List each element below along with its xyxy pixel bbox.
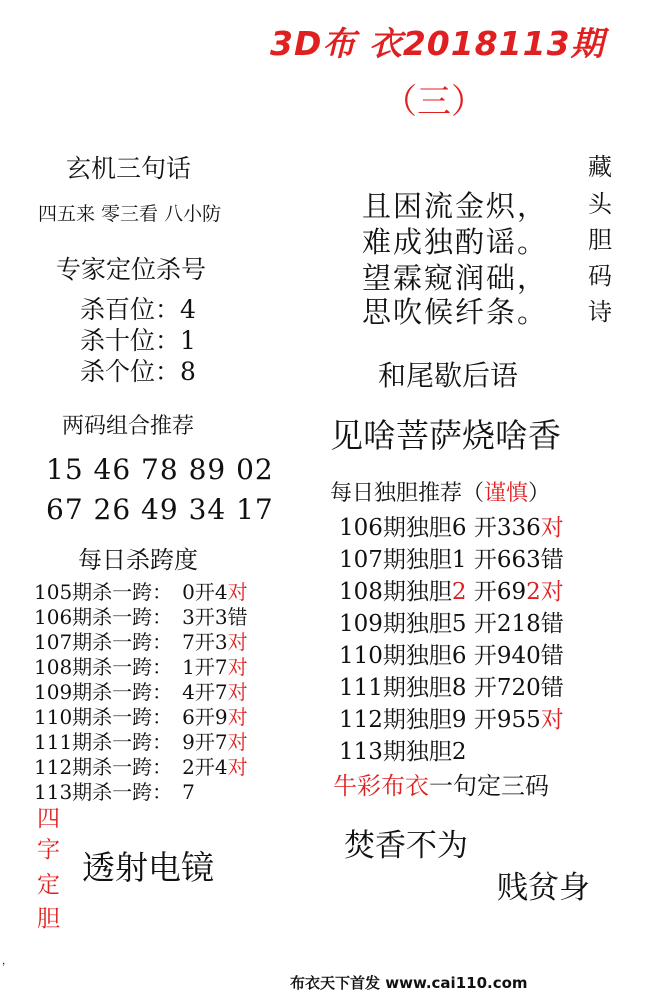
acrostic-label-char: 藏 — [588, 153, 612, 181]
tail-riddle-text: 见啥菩萨烧啥香 — [330, 416, 561, 455]
span-text: 113期杀一跨： 7 — [34, 780, 195, 804]
kill-value: 4 — [180, 295, 196, 324]
single-draw: 开955 — [466, 707, 541, 733]
heading-span-kill: 每日杀跨度 — [78, 546, 198, 574]
single-digit: 5 — [451, 611, 467, 637]
span-result: 对 — [227, 580, 248, 604]
single-draw: 开69 — [466, 579, 527, 605]
kill-label: 杀百位： — [80, 295, 181, 324]
single-draw: 开940 — [466, 643, 541, 669]
acrostic-label-char: 码 — [588, 262, 612, 290]
span-text: 109期杀一跨： 4开7 — [34, 680, 228, 704]
span-result: 对 — [227, 705, 248, 729]
caution-text: 谨慎 — [484, 481, 529, 506]
single-result: 错 — [540, 675, 564, 701]
single-digit: 2 — [451, 579, 467, 605]
single-draw: 开720 — [466, 675, 541, 701]
single-issue: 109期独胆 — [339, 611, 452, 637]
final-line-1: 焚香不为 — [344, 828, 468, 864]
kill-value: 1 — [180, 326, 196, 355]
kill-label: 杀十位： — [80, 326, 181, 355]
single-result: 对 — [540, 707, 564, 733]
span-text: 111期杀一跨： 9开7 — [34, 730, 228, 754]
acrostic-label-char: 胆 — [588, 226, 612, 254]
page-title: 3D布 衣2018113期 — [270, 24, 605, 63]
span-text: 107期杀一跨： 7开3 — [34, 630, 228, 654]
slogan-brand: 牛彩布衣 — [333, 772, 429, 800]
single-issue: 112期独胆 — [339, 707, 452, 733]
single-row — [339, 541, 564, 574]
page-subtitle: （三） — [383, 82, 485, 122]
heading-text-end: ） — [528, 481, 551, 506]
single-row — [339, 637, 564, 670]
four-digit-text: 透射电镜 — [82, 848, 214, 887]
single-issue: 106期独胆 — [339, 515, 452, 541]
heading-position-kill: 专家定位杀号 — [56, 255, 207, 284]
single-issue: 110期独胆 — [339, 643, 452, 669]
four-digit-label-char: 胆 — [37, 906, 60, 932]
slogan-text: 一句定三码 — [429, 772, 549, 800]
heading-tail-riddle: 和尾歇后语 — [378, 359, 519, 392]
four-digit-label-char: 定 — [37, 872, 60, 898]
single-row — [339, 509, 564, 542]
span-text: 106期杀一跨： 3开3 — [34, 605, 228, 629]
single-issue: 113期独胆 — [339, 739, 452, 765]
span-text: 110期杀一跨： 6开9 — [34, 705, 228, 729]
heading-text: 每日独胆推荐（ — [330, 481, 485, 506]
single-digit: 6 — [451, 643, 467, 669]
pairs-row-1: 15 46 78 89 02 — [46, 453, 274, 486]
single-issue: 111期独胆 — [339, 675, 452, 701]
single-digit: 2 — [451, 739, 467, 765]
single-result: 错 — [540, 643, 564, 669]
slogan — [333, 766, 549, 801]
single-row — [339, 701, 564, 734]
poem-line: 思吹候纤条。 — [362, 295, 549, 329]
single-draw: 开218 — [466, 611, 541, 637]
acrostic-label-char: 头 — [588, 190, 612, 218]
span-text: 105期杀一跨： 0开4 — [34, 580, 228, 604]
single-digit: 6 — [451, 515, 467, 541]
single-digit: 8 — [451, 675, 467, 701]
single-row — [339, 733, 467, 766]
four-digit-label-char: 四 — [37, 806, 60, 832]
poem-line: 且困流金炽， — [362, 189, 549, 223]
single-draw: 开663 — [466, 547, 541, 573]
heading-pair-recommend: 两码组合推荐 — [62, 414, 195, 439]
single-result: 错 — [540, 547, 564, 573]
four-digit-label-char: 字 — [37, 837, 60, 863]
acrostic-label-char: 诗 — [588, 298, 612, 326]
final-line-2: 贱贫身 — [497, 870, 590, 906]
heading-riddle-lines: 玄机三句话 — [66, 154, 192, 183]
pairs-row-2: 67 26 49 34 17 — [46, 493, 274, 526]
single-row — [339, 605, 564, 638]
span-text: 112期杀一跨： 2开4 — [34, 755, 228, 779]
footer-source: 布衣天下首发 www.cai110.com — [290, 974, 528, 992]
heading-daily-single — [330, 476, 550, 507]
span-result: 错 — [227, 605, 248, 629]
corner-mark: ， — [2, 956, 12, 967]
single-result: 2对 — [526, 579, 564, 605]
single-result: 错 — [540, 611, 564, 637]
poem-line: 望霖窥润础， — [362, 261, 549, 295]
span-result: 对 — [227, 755, 248, 779]
kill-label: 杀个位： — [80, 357, 181, 386]
single-result: 对 — [540, 515, 564, 541]
single-digit: 1 — [451, 547, 467, 573]
single-row — [339, 669, 564, 702]
single-draw: 开336 — [466, 515, 541, 541]
single-digit: 9 — [451, 707, 467, 733]
single-row — [339, 573, 564, 606]
single-issue: 107期独胆 — [339, 547, 452, 573]
span-result: 对 — [227, 730, 248, 754]
span-result: 对 — [227, 655, 248, 679]
span-text: 108期杀一跨： 1开7 — [34, 655, 228, 679]
kill-units — [80, 352, 196, 388]
span-result: 对 — [227, 630, 248, 654]
single-issue: 108期独胆 — [339, 579, 452, 605]
kill-value: 8 — [180, 357, 196, 386]
riddle-line: 四五来 零三看 八小防 — [38, 203, 222, 225]
span-result: 对 — [227, 680, 248, 704]
poem-line: 难成独酌谣。 — [362, 225, 549, 259]
